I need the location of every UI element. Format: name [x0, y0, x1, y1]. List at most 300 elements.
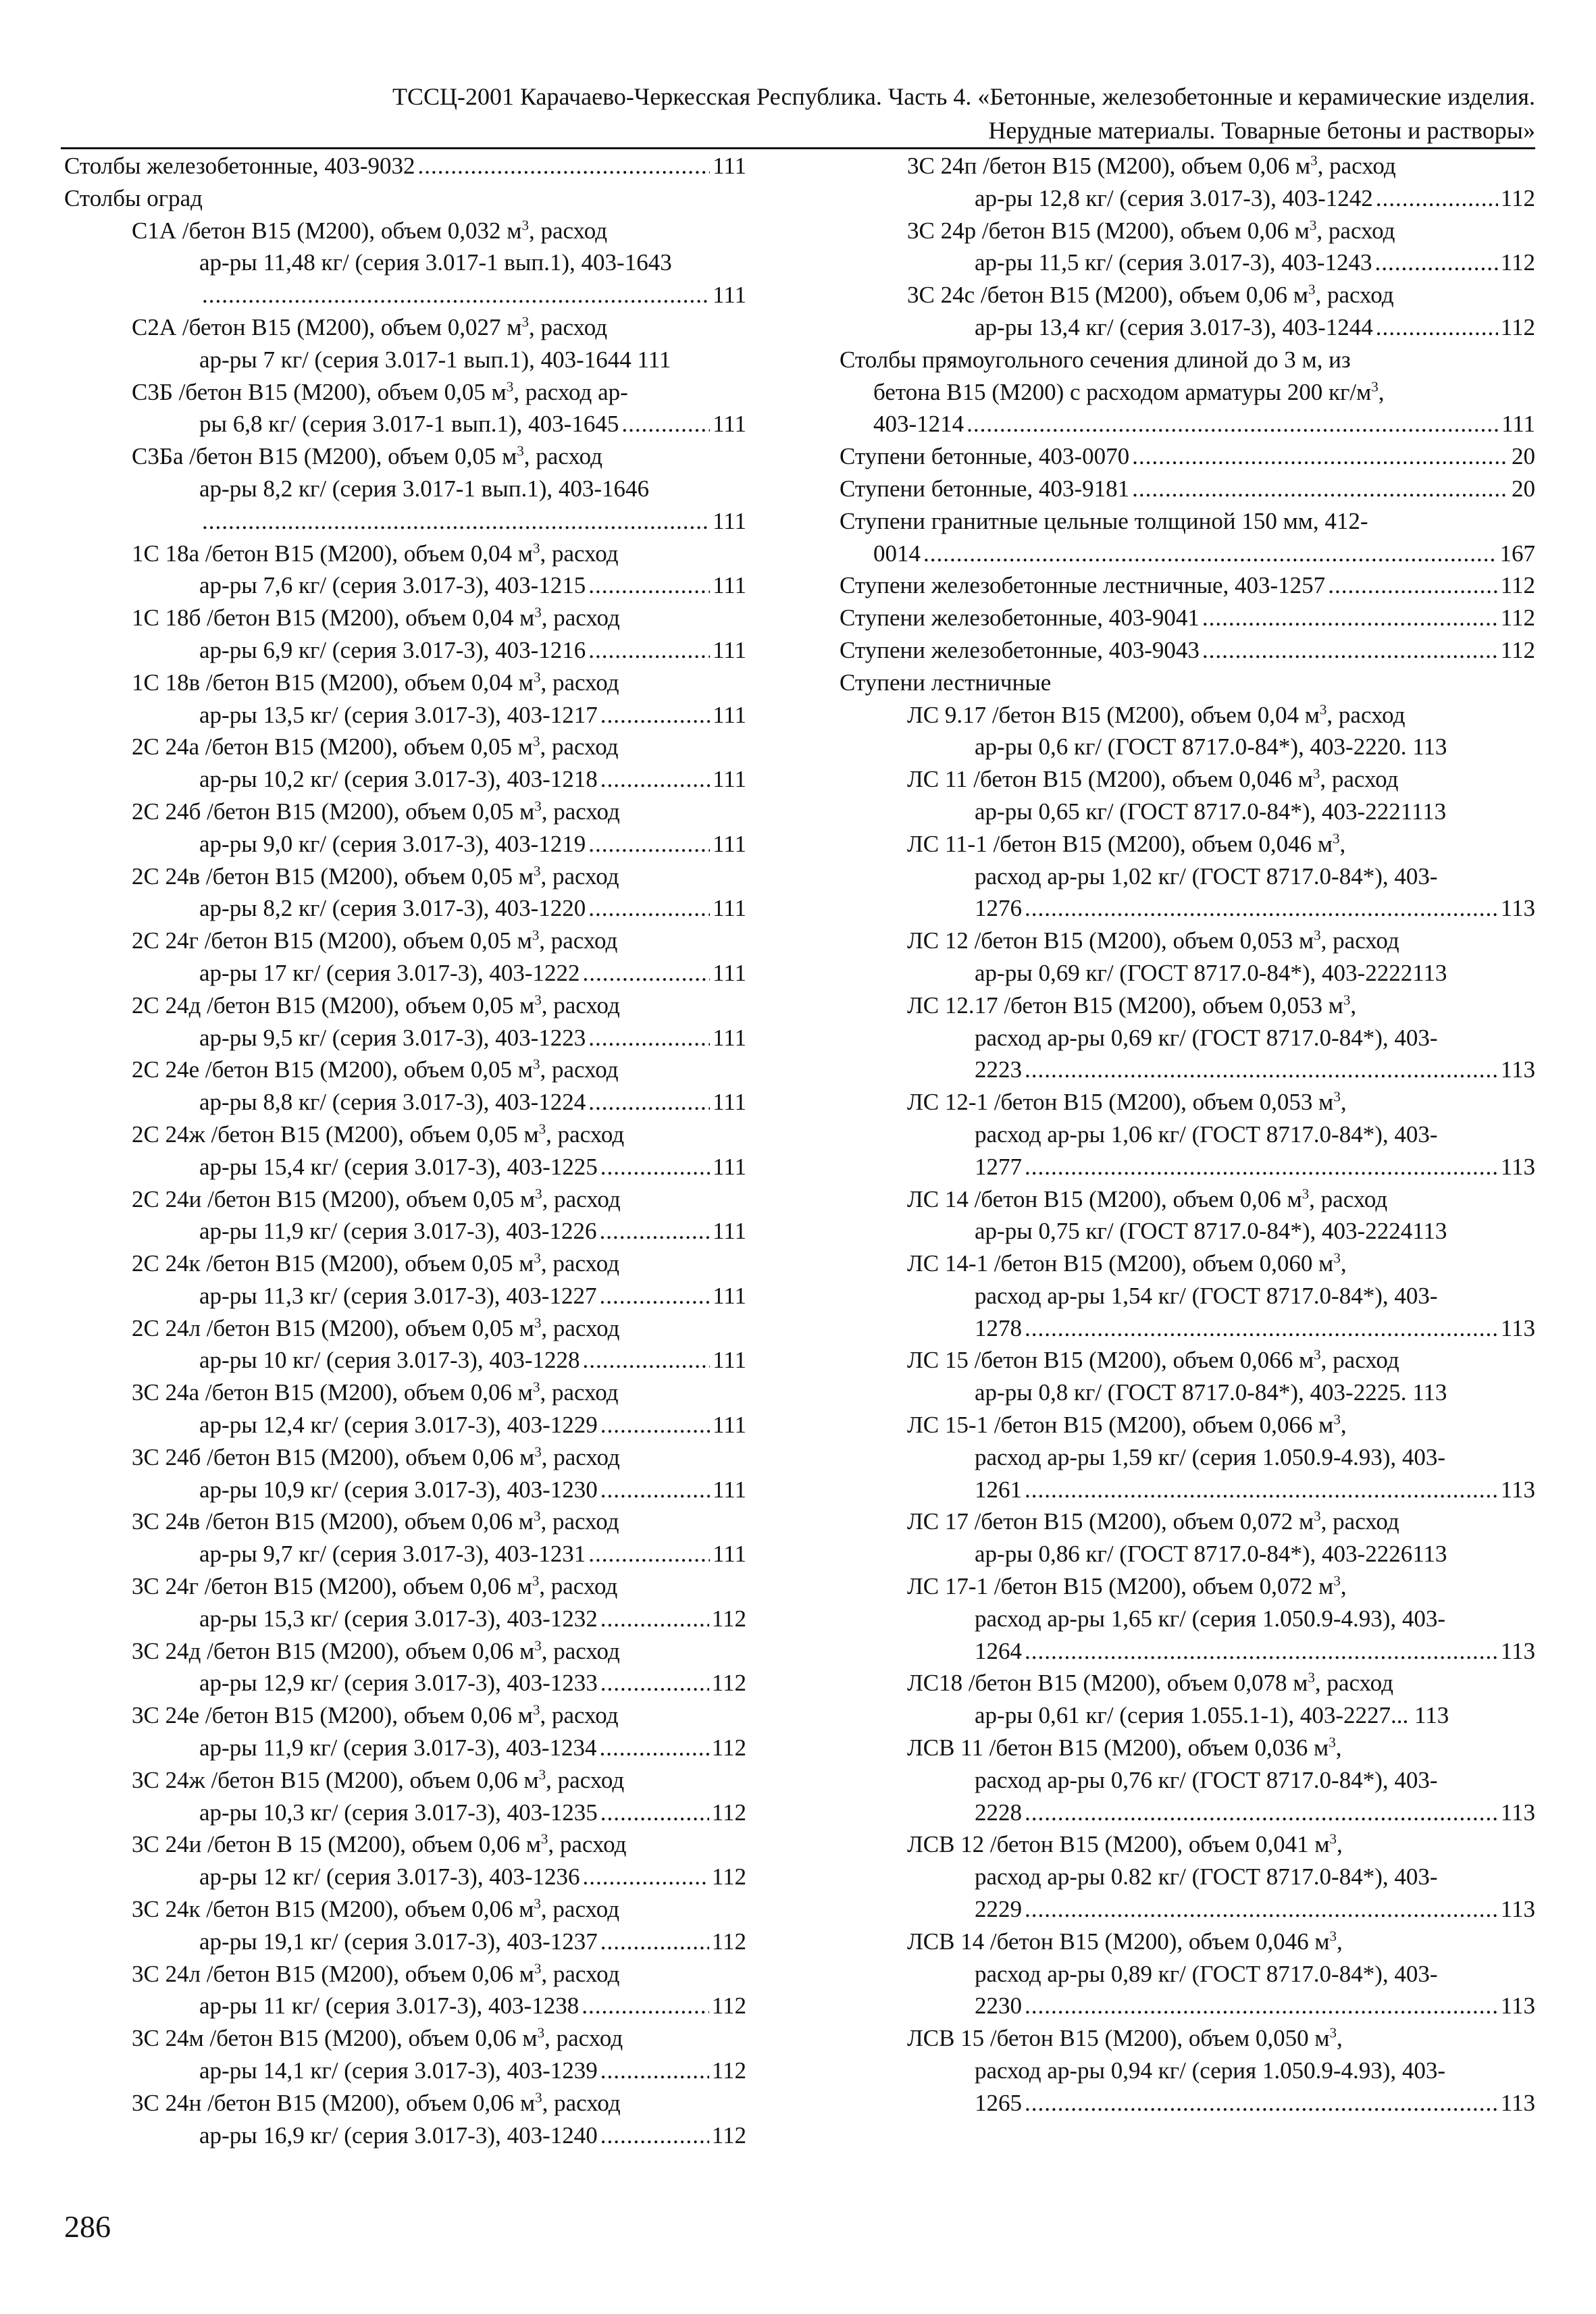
index-entry-text: 3С 24к /бетон В15 (М200), объем 0,06 $м^3$, расход	[132, 1895, 619, 1923]
index-entry-text: 1276	[975, 895, 1022, 922]
dot-leader	[1202, 634, 1498, 667]
running-header-line-1: ТССЦ-2001 Карачаево-Черкесская Республика. Часть 4. «Бетонные, железобетонные и керамические изделия.	[392, 83, 1535, 110]
index-entry-text: 3С 24н /бетон В15 (М200), объем 0,06 $м^3$, расход	[132, 2089, 621, 2116]
index-entry-text: 1261	[975, 1476, 1022, 1503]
index-entry	[64, 1248, 746, 1312]
index-entry-text: Ступени бетонные, 403-0070	[840, 443, 1130, 470]
index-entry	[840, 1828, 1535, 1925]
index-entry-line	[840, 892, 1535, 925]
index-entry-line	[840, 602, 1535, 634]
index-entry-text: ЛС 12-1 /бетон В15 (М200), объем 0,053 $м^3$,	[907, 1088, 1347, 1116]
index-entry-line	[64, 1151, 746, 1183]
index-entry	[840, 150, 1535, 215]
dot-leader	[599, 1732, 709, 1764]
index-entry-page: 112	[711, 1799, 746, 1826]
dot-leader	[600, 1667, 709, 1699]
index-entry-line	[64, 1086, 746, 1119]
index-entry-text: 3С 24а /бетон В15 (М200), объем 0,06 $м^3$, расход	[132, 1379, 619, 1406]
index-entry	[64, 440, 746, 537]
index-entry-line	[840, 182, 1535, 215]
index-entry-page: 113	[1500, 1637, 1535, 1664]
index-entry-page: 111	[713, 1541, 746, 1568]
index-entry	[840, 2022, 1535, 2119]
index-entry-line	[840, 1990, 1535, 2022]
index-entry	[64, 1183, 746, 1248]
index-entry-text: 0014	[873, 540, 921, 567]
dot-leader	[621, 408, 710, 440]
index-entry-page: 113	[1500, 1056, 1535, 1083]
index-entry	[840, 1570, 1535, 1667]
index-entry-line	[64, 1667, 746, 1699]
index-entry-text: ЛС 14 /бетон В15 (М200), объем 0,06 $м^3$, расход	[907, 1185, 1388, 1212]
index-entry-page: 111	[1501, 411, 1535, 438]
index-entry-line	[64, 957, 746, 989]
dot-leader	[1025, 1474, 1498, 1506]
index-entry-text: 3С 24в /бетон В15 (М200), объем 0,06 $м^3$, расход	[132, 1508, 619, 1535]
index-entry-page: 112	[1500, 249, 1535, 276]
dot-leader	[417, 150, 710, 182]
index-entry-line	[840, 1797, 1535, 1829]
index-entry-line	[840, 538, 1535, 570]
index-entry-text: ар-ры 12,8 кг/ (серия 3.017-3), 403-1242	[975, 184, 1373, 211]
dot-leader	[1376, 182, 1498, 215]
index-entry-line	[64, 1280, 746, 1312]
index-entry	[840, 1409, 1535, 1506]
dot-leader	[600, 1409, 710, 1441]
index-entry	[64, 1958, 746, 2023]
index-entry-text: ЛСВ 14 /бетон В15 (М200), объем 0,046 $м^3$,	[907, 1928, 1343, 1955]
index-entry-text: ар-ры 14,1 кг/ (серия 3.017-3), 403-1239	[199, 2057, 598, 2084]
index-entry	[64, 2087, 746, 2152]
index-entry-page: 113	[1500, 1476, 1535, 1503]
index-entry-line	[64, 569, 746, 602]
index-entry-line	[64, 1474, 746, 1506]
index-entry-text: ар-ры 10,3 кг/ (серия 3.017-3), 403-1235	[199, 1799, 598, 1826]
index-entry-text: ЛС 17 /бетон В15 (М200), объем 0,072 $м^3$, расход	[907, 1508, 1399, 1535]
dot-leader	[600, 1603, 709, 1635]
dot-leader	[1025, 1797, 1498, 1829]
index-entry	[64, 1893, 746, 1958]
index-entry-text: Ступени лестничные	[840, 669, 1052, 696]
index-entry	[64, 1699, 746, 1764]
running-header-line-2: Нерудные материалы. Товарные бетоны и растворы»	[988, 117, 1535, 144]
index-entry-page: 112	[711, 1992, 746, 2020]
index-entry-text: расход ар-ры 1,06 кг/ (ГОСТ 8717.0-84*), 403-	[975, 1121, 1438, 1148]
index-entry-text: 1С 18б /бетон В15 (М200), объем 0,04 $м^3$, расход	[132, 604, 620, 632]
index-entry-page: 112	[1500, 184, 1535, 211]
index-entry-text: Столбы железобетонные, 403-9032	[64, 153, 415, 179]
index-entry	[64, 311, 746, 376]
index-entry-text: ЛС18 /бетон В15 (М200), объем 0,078 $м^3$, расход	[907, 1669, 1393, 1697]
index-entry	[840, 1926, 1535, 2022]
dot-leader	[588, 569, 710, 602]
index-entry-text: ар-ры 11,48 кг/ (серия 3.017-1 вып.1), 403-1643	[199, 249, 672, 276]
index-entry	[840, 1667, 1535, 1732]
index-entry-line	[64, 1215, 746, 1248]
index-entry-text: 3С 24п /бетон В15 (М200), объем 0,06 $м^3$, расход	[907, 152, 1396, 179]
index-entry-page: 112	[711, 1670, 746, 1697]
dot-leader	[588, 892, 710, 925]
page-number: 286	[64, 2209, 111, 2244]
index-entry	[64, 182, 746, 215]
index-entry	[840, 505, 1535, 570]
index-entry	[840, 1344, 1535, 1409]
index-entry-page: 112	[711, 2057, 746, 2084]
index-entry	[64, 1828, 746, 1893]
index-entry	[64, 538, 746, 602]
index-entry	[64, 925, 746, 989]
index-entry-text: ЛС 11 /бетон В15 (М200), объем 0,046 $м^3$, расход	[907, 765, 1399, 793]
index-entry-text: 2229	[975, 1896, 1022, 1923]
index-entry-text: 3С 24ж /бетон В15 (М200), объем 0,06 $м^3$, расход	[132, 1766, 625, 1793]
index-column-right	[840, 150, 1535, 2119]
index-entry-line	[840, 440, 1535, 473]
index-entry-line	[840, 1312, 1535, 1345]
index-entry-page: 112	[711, 1928, 746, 1955]
index-entry-text: ар-ры 16,9 кг/ (серия 3.017-3), 403-1240	[199, 2122, 598, 2149]
index-entry-page: 111	[713, 1347, 746, 1374]
index-entry-line	[64, 279, 746, 311]
index-entry-page: 113	[1500, 1992, 1535, 2020]
index-entry-text: ар-ры 11,9 кг/ (серия 3.017-3), 403-1234	[199, 1734, 597, 1762]
index-entry-text: ЛС 12.17 /бетон В15 (М200), объем 0,053 $м^3$,	[907, 992, 1357, 1019]
index-entry-text: 403-1214	[873, 411, 964, 438]
index-entry-page: 113	[1500, 1153, 1535, 1180]
index-entry-line	[840, 1474, 1535, 1506]
index-entry-line	[840, 634, 1535, 667]
index-entry-text: ар-ры 0,69 кг/ (ГОСТ 8717.0-84*), 403-2222113	[975, 959, 1447, 986]
index-entry-page: 111	[713, 701, 746, 728]
index-entry-text: расход ар-ры 0.82 кг/ (ГОСТ 8717.0-84*), 403-	[975, 1863, 1438, 1891]
index-entry-text: Ступени гранитные цельные толщиной 150 мм, 412-	[840, 507, 1368, 534]
index-entry-text: ар-ры 13,5 кг/ (серия 3.017-3), 403-1217	[199, 701, 598, 728]
dot-leader	[1202, 602, 1498, 634]
index-entry-page: 111	[713, 1218, 746, 1245]
index-entry-page: 111	[713, 636, 746, 663]
index-entry-page: 111	[713, 507, 746, 534]
dot-leader	[1132, 473, 1509, 505]
index-entry	[64, 150, 746, 182]
dot-leader	[588, 1538, 710, 1570]
dot-leader	[600, 1926, 709, 1958]
index-entry-text: 2С 24и /бетон В15 (М200), объем 0,05 $м^3$, расход	[132, 1185, 621, 1212]
index-entry-text: ЛС 11-1 /бетон В15 (М200), объем 0,046 $м^3$,	[907, 830, 1346, 857]
index-entry-text: бетона В15 (М200) с расходом арматуры 200 $кг/м^3$,	[873, 378, 1385, 405]
index-entry-text: 1С 18в /бетон В15 (М200), объем 0,04 $м^3$, расход	[132, 669, 619, 696]
index-entry-text: ЛС 9.17 /бетон В15 (М200), объем 0,04 $м^3$, расход	[907, 700, 1406, 728]
index-entry-line	[840, 1054, 1535, 1086]
index-entry-text: ар-ры 9,5 кг/ (серия 3.017-3), 403-1223	[199, 1024, 586, 1051]
index-entry	[840, 828, 1535, 925]
index-entry	[840, 1086, 1535, 1183]
index-entry-text: ЛС 15-1 /бетон В15 (М200), объем 0,066 $м^3$,	[907, 1411, 1347, 1439]
index-entry	[840, 569, 1535, 602]
index-entry	[840, 925, 1535, 989]
dot-leader	[588, 1022, 710, 1054]
dot-leader	[600, 763, 710, 796]
index-entry-line	[64, 1732, 746, 1764]
index-entry-line	[64, 634, 746, 667]
dot-leader	[583, 1344, 711, 1377]
index-entry-text: С2А /бетон В15 (М200), объем 0,027 $м^3$, расход	[132, 313, 608, 340]
dot-leader	[1025, 1312, 1498, 1345]
index-entry-page: 111	[713, 1412, 746, 1439]
index-entry-text: ар-ры 17 кг/ (серия 3.017-3), 403-1222	[199, 959, 580, 986]
index-entry-line	[840, 2087, 1535, 2119]
index-entry-text: ар-ры 0,61 кг/ (серия 1.055.1-1), 403-2227... 113	[975, 1702, 1449, 1729]
index-entry-text: ар-ры 10,9 кг/ (серия 3.017-3), 403-1230	[199, 1476, 598, 1503]
index-entry-text: 1С 18а /бетон В15 (М200), объем 0,04 $м^3$, расход	[132, 539, 619, 567]
index-entry	[64, 1570, 746, 1635]
index-entry-line	[840, 473, 1535, 505]
index-entry-text: С3Ба /бетон В15 (М200), объем 0,05 $м^3$, расход	[132, 442, 602, 470]
index-entry	[64, 1764, 746, 1829]
index-entry-text: 3С 24л /бетон В15 (М200), объем 0,06 $м^3$, расход	[132, 1959, 620, 1987]
dot-leader	[599, 1215, 710, 1248]
index-entry	[840, 1248, 1535, 1344]
index-entry	[64, 1441, 746, 1506]
index-entry-page: 112	[1500, 572, 1535, 599]
index-entry-text: ар-ры 8,2 кг/ (серия 3.017-3), 403-1220	[199, 895, 586, 922]
dot-leader	[599, 1280, 710, 1312]
dot-leader	[1025, 1893, 1498, 1926]
index-entry-page: 113	[1500, 895, 1535, 922]
index-entry	[64, 2022, 746, 2087]
index-entry-text: ар-ры 10,2 кг/ (серия 3.017-3), 403-1218	[199, 766, 598, 793]
index-entry	[64, 731, 746, 796]
index-entry	[64, 602, 746, 667]
index-entry	[840, 763, 1535, 828]
index-entry-text: ар-ры 0,6 кг/ (ГОСТ 8717.0-84*), 403-2220. 113	[975, 734, 1447, 761]
index-entry-line	[64, 2055, 746, 2087]
index-entry-text: ар-ры 11,5 кг/ (серия 3.017-3), 403-1243	[975, 249, 1372, 276]
index-entry-text: 1264	[975, 1637, 1022, 1664]
index-entry-text: ар-ры 9,7 кг/ (серия 3.017-3), 403-1231	[199, 1541, 586, 1568]
index-entry-text: Ступени железобетонные лестничные, 403-1257	[840, 572, 1326, 599]
index-entry-line	[64, 828, 746, 860]
index-entry-line	[64, 699, 746, 731]
running-header	[61, 80, 1535, 147]
dot-leader	[1025, 2087, 1498, 2119]
index-entry-text: ар-ры 9,0 кг/ (серия 3.017-3), 403-1219	[199, 830, 586, 857]
index-entry-text: ар-ры 10 кг/ (серия 3.017-3), 403-1228	[199, 1347, 580, 1374]
index-entry-text: ЛС 15 /бетон В15 (М200), объем 0,066 $м^3$, расход	[907, 1346, 1399, 1374]
index-entry-line	[840, 1151, 1535, 1183]
dot-leader	[202, 505, 710, 538]
index-entry-page: 112	[1500, 313, 1535, 340]
index-entry-page: 112	[1500, 605, 1535, 632]
index-entry-text: 1265	[975, 2089, 1022, 2116]
index-entry-line	[64, 763, 746, 796]
index-entry-text: расход ар-ры 0,69 кг/ (ГОСТ 8717.0-84*), 403-	[975, 1024, 1438, 1051]
dot-leader	[202, 279, 710, 311]
index-entry-text: 2С 24а /бетон В15 (М200), объем 0,05 $м^3$, расход	[132, 733, 619, 761]
index-entry-text: ар-ры 6,9 кг/ (серия 3.017-3), 403-1216	[199, 636, 586, 663]
index-entry-text: ар-ры 0,86 кг/ (ГОСТ 8717.0-84*), 403-2226113	[975, 1541, 1447, 1568]
index-entry-text: ар-ры 19,1 кг/ (серия 3.017-3), 403-1237	[199, 1928, 598, 1955]
index-entry	[64, 376, 746, 441]
index-entry-page: 111	[713, 282, 746, 309]
index-entry	[64, 860, 746, 925]
index-entry	[64, 1119, 746, 1183]
index-entry-text: 3С 24г /бетон В15 (М200), объем 0,06 $м^3$, расход	[132, 1572, 618, 1600]
index-entry-text: 1278	[975, 1314, 1022, 1341]
dot-leader	[600, 1151, 710, 1183]
dot-leader	[583, 957, 711, 989]
index-entry-line	[64, 150, 746, 182]
index-entry-text: расход ар-ры 0,89 кг/ (ГОСТ 8717.0-84*), 403-	[975, 1960, 1438, 1987]
index-entry-page: 112	[711, 1863, 746, 1891]
index-entry-text: ар-ры 8,8 кг/ (серия 3.017-3), 403-1224	[199, 1089, 586, 1116]
index-entry-text: 3С 24с /бетон В15 (М200), объем 0,06 $м^3$, расход	[907, 281, 1394, 309]
dot-leader	[588, 828, 710, 860]
index-entry	[64, 989, 746, 1054]
index-entry-page: 112	[711, 2122, 746, 2149]
index-entry-line	[840, 1893, 1535, 1926]
index-entry-page: 20	[1512, 443, 1535, 470]
index-entry-text: Столбы оград	[64, 184, 203, 211]
index-entry	[64, 796, 746, 860]
header-rule	[61, 147, 1535, 149]
index-entry-line	[64, 1603, 746, 1635]
index-entry-text: 2С 24ж /бетон В15 (М200), объем 0,05 $м^3$, расход	[132, 1121, 625, 1148]
dot-leader	[1025, 1054, 1498, 1086]
index-entry-text: 3С 24м /бетон В15 (М200), объем 0,06 $м^3$, расход	[132, 2024, 623, 2052]
index-entry-page: 112	[711, 1734, 746, 1762]
index-entry	[64, 215, 746, 311]
index-entry-text: Ступени бетонные, 403-9181	[840, 475, 1130, 502]
index-entry-line	[840, 311, 1535, 344]
index-entry-text: ЛС 17-1 /бетон В15 (М200), объем 0,072 $м^3$,	[907, 1572, 1347, 1600]
index-entry-text: 3С 24е /бетон В15 (М200), объем 0,06 $м^3$, расход	[132, 1701, 619, 1729]
index-entry-text: ЛСВ 15 /бетон В15 (М200), объем 0,050 $м^3$,	[907, 2024, 1343, 2052]
index-entry-text: С1А /бетон В15 (М200), объем 0,032 $м^3$, расход	[132, 216, 608, 244]
index-entry-text: Ступени железобетонные, 403-9043	[840, 636, 1200, 663]
index-entry-page: 111	[713, 830, 746, 857]
dot-leader	[600, 2119, 709, 2152]
index-entry-line	[64, 1022, 746, 1054]
index-entry-line	[840, 1635, 1535, 1668]
index-entry	[64, 1506, 746, 1570]
index-entry-line	[840, 569, 1535, 602]
index-entry-text: расход ар-ры 1,65 кг/ (серия 1.050.9-4.93), 403-	[975, 1605, 1446, 1632]
dot-leader	[600, 699, 710, 731]
index-entry-page: 111	[713, 153, 746, 179]
index-entry-text: 2С 24е /бетон В15 (М200), объем 0,05 $м^3$, расход	[132, 1056, 619, 1083]
dot-leader	[967, 408, 1499, 440]
index-entry-text: расход ар-ры 0,76 кг/ (ГОСТ 8717.0-84*), 403-	[975, 1766, 1438, 1793]
index-entry-line	[840, 408, 1535, 440]
index-entry-text: ар-ры 13,4 кг/ (серия 3.017-3), 403-1244	[975, 313, 1373, 340]
index-entry-page: 113	[1500, 2089, 1535, 2116]
index-entry-page: 111	[713, 1153, 746, 1180]
dot-leader	[588, 1086, 710, 1119]
index-entry-text: 3С 24и /бетон В 15 (М200), объем 0,06 $м^3$, расход	[132, 1830, 627, 1858]
index-entry	[840, 344, 1535, 440]
index-entry	[840, 279, 1535, 344]
index-entry-line	[64, 505, 746, 538]
index-entry-page: 111	[713, 1476, 746, 1503]
index-entry-text: ар-ры 11 кг/ (серия 3.017-3), 403-1238	[199, 1992, 580, 2020]
index-entry-text: 2С 24б /бетон В15 (М200), объем 0,05 $м^3$, расход	[132, 798, 620, 825]
dot-leader	[1376, 311, 1498, 344]
index-entry-text: ар-ры 0,75 кг/ (ГОСТ 8717.0-84*), 403-2224113	[975, 1218, 1447, 1245]
index-entry-text: ар-ры 12,4 кг/ (серия 3.017-3), 403-1229	[199, 1412, 598, 1439]
index-entry-page: 113	[1500, 1896, 1535, 1923]
index-entry-text: ар-ры 12,9 кг/ (серия 3.017-3), 403-1233	[199, 1670, 598, 1697]
index-entry-text: ар-ры 12 кг/ (серия 3.017-3), 403-1236	[199, 1863, 580, 1891]
index-entry	[840, 989, 1535, 1086]
index-entry	[840, 215, 1535, 280]
index-entry	[840, 667, 1535, 699]
index-entry-page: 111	[713, 766, 746, 793]
index-entry-line	[64, 1926, 746, 1958]
index-entry-text: 3С 24р /бетон В15 (М200), объем 0,06 $м^3$, расход	[907, 216, 1395, 244]
index-entry-text: ар-ры 11,9 кг/ (серия 3.017-3), 403-1226	[199, 1218, 597, 1245]
index-entry-line	[64, 408, 746, 440]
index-entry	[840, 440, 1535, 473]
index-entry-page: 112	[1500, 636, 1535, 663]
index-entry-text: ар-ры 11,3 кг/ (серия 3.017-3), 403-1227	[199, 1282, 597, 1309]
index-entry-page: 167	[1499, 540, 1535, 567]
index-entry-text: расход ар-ры 1,54 кг/ (ГОСТ 8717.0-84*), 403-	[975, 1282, 1438, 1309]
index-entry-text: С3Б /бетон В15 (М200), объем 0,05 $м^3$, расход ар-	[132, 378, 628, 405]
index-entry-page: 111	[713, 411, 746, 438]
index-entry-page: 111	[713, 1024, 746, 1051]
dot-leader	[583, 1861, 709, 1893]
index-entry-line	[64, 1797, 746, 1829]
index-entry	[840, 634, 1535, 667]
index-entry-text: 1277	[975, 1153, 1022, 1180]
index-entry-page: 113	[1500, 1314, 1535, 1341]
index-entry	[64, 1312, 746, 1377]
index-entry-text: ар-ры 0,8 кг/ (ГОСТ 8717.0-84*), 403-2225. 113	[975, 1379, 1447, 1406]
index-entry-text: ры 6,8 кг/ (серия 3.017-1 вып.1), 403-1645	[199, 411, 619, 438]
index-entry	[64, 1377, 746, 1441]
index-entry-text: расход ар-ры 1,02 кг/ (ГОСТ 8717.0-84*), 403-	[975, 863, 1438, 890]
index-entry-text: ар-ры 15,4 кг/ (серия 3.017-3), 403-1225	[199, 1153, 598, 1180]
index-entry-text: ар-ры 15,3 кг/ (серия 3.017-3), 403-1232	[199, 1605, 598, 1632]
dot-leader	[600, 2055, 709, 2087]
index-entry-text: расход ар-ры 1,59 кг/ (серия 1.050.9-4.93), 403-	[975, 1443, 1446, 1470]
index-entry-line	[64, 1861, 746, 1893]
index-entry-line	[64, 1344, 746, 1377]
index-entry-page: 111	[713, 572, 746, 599]
dot-leader	[1025, 1151, 1498, 1183]
index-entry-text: ар-ры 7 кг/ (серия 3.017-1 вып.1), 403-1644 111	[199, 346, 671, 373]
dot-leader	[1374, 247, 1497, 279]
dot-leader	[923, 538, 1497, 570]
index-entry-line	[64, 1538, 746, 1570]
index-entry-page: 111	[713, 1282, 746, 1309]
index-entry-text: ар-ры 8,2 кг/ (серия 3.017-1 вып.1), 403-1646	[199, 475, 650, 502]
index-entry-text: расход ар-ры 0,94 кг/ (серия 1.050.9-4.93), 403-	[975, 2057, 1446, 2084]
index-entry-text: Столбы прямоугольного сечения длиной до 3 м, из	[840, 346, 1351, 373]
index-entry-text: ЛСВ 12 /бетон В15 (М200), объем 0,041 $м^3$,	[907, 1830, 1343, 1858]
index-entry-text: ар-ры 7,6 кг/ (серия 3.017-3), 403-1215	[199, 572, 586, 599]
dot-leader	[1132, 440, 1509, 473]
index-entry	[840, 1506, 1535, 1570]
index-entry-page: 111	[713, 1089, 746, 1116]
index-entry	[64, 667, 746, 731]
index-entry-text: ЛС 14-1 /бетон В15 (М200), объем 0,060 $м^3$,	[907, 1250, 1347, 1277]
dot-leader	[600, 1797, 709, 1829]
dot-leader	[1328, 569, 1498, 602]
index-column-left	[64, 150, 746, 2151]
dot-leader	[588, 634, 710, 667]
index-entry-text: ЛС 12 /бетон В15 (М200), объем 0,053 $м^3$, расход	[907, 927, 1399, 954]
index-entry-text: 2223	[975, 1056, 1022, 1083]
